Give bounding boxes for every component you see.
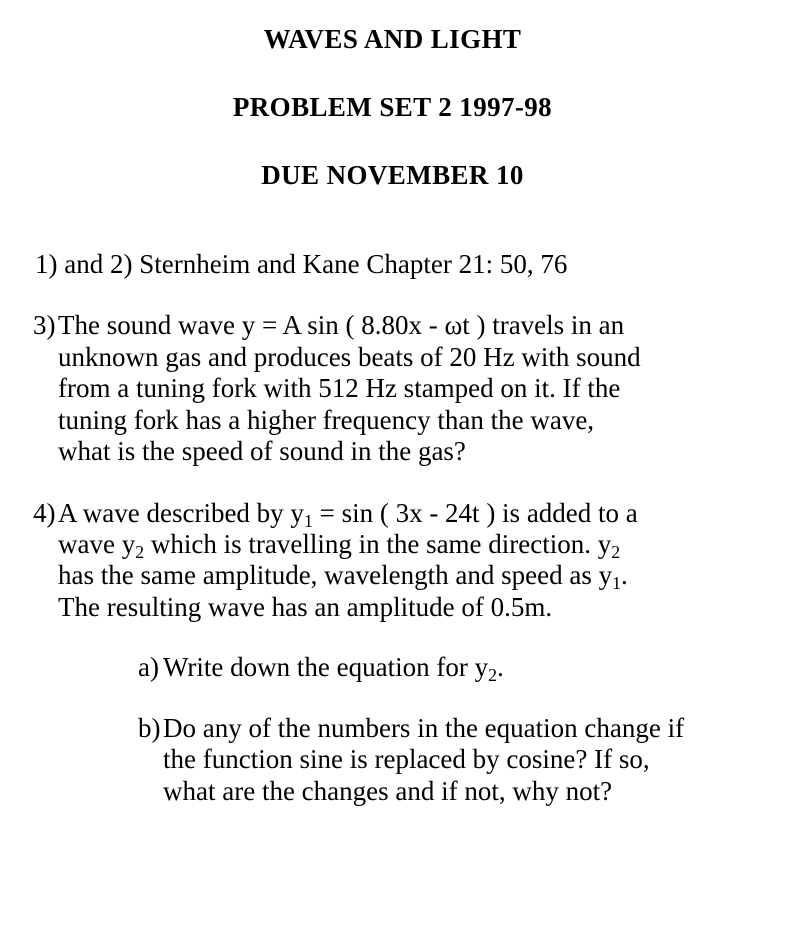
- problem-3-line: from a tuning fork with 512 Hz stamped on it. If the: [58, 373, 621, 404]
- problem-3-line: The sound wave y = A sin ( 8.80x - ωt ) travels in an: [58, 310, 625, 341]
- problem-3-text: [58, 310, 785, 467]
- subpart-a-marker: a): [138, 652, 159, 683]
- problem-4-marker: 4): [33, 497, 56, 528]
- problem-3-line: tuning fork has a higher frequency than the wave,: [58, 404, 595, 435]
- problem-3: [0, 310, 785, 467]
- subpart-b-text: [163, 713, 777, 807]
- problem-item-1-2: 1) and 2) Sternheim and Kane Chapter 21: 50, 76: [35, 249, 568, 279]
- subpart-a-line: Write down the equation for $y_2$.: [163, 652, 504, 686]
- problem-set-heading: PROBLEM SET 2 1997-98: [232, 92, 553, 122]
- due-date-heading: DUE NOVEMBER 10: [261, 160, 524, 190]
- problem-4-line: has the same amplitude, wavelength and speed as $y_1$.: [58, 560, 628, 594]
- subpart-b-line: what are the changes and if not, why not?: [163, 775, 613, 806]
- problem-4-subpart-a: [58, 652, 777, 686]
- heading-block: [0, 0, 785, 189]
- subpart-b-line: the function sine is replaced by cosine? If so,: [163, 744, 650, 775]
- problem-3-marker: 3): [33, 310, 56, 341]
- problem-4-line: The resulting wave has an amplitude of 0.5m.: [58, 591, 553, 622]
- problem-4-subparts: [58, 652, 777, 807]
- problem-4-line: A wave described by $y_1 = \sin$ ( 3x - 24t ) is added to a: [58, 497, 638, 531]
- subpart-b-line: Do any of the numbers in the equation change if: [163, 712, 685, 743]
- problem-4-line: wave $y_2$ which is travelling in the same direction. $y_2$: [58, 529, 621, 563]
- problem-4-text: [58, 498, 785, 808]
- problem-4: [0, 498, 785, 808]
- problem-3-line: unknown gas and produces beats of 20 Hz with sound: [58, 341, 641, 372]
- document-title: WAVES AND LIGHT: [263, 24, 522, 54]
- subpart-a-text: [163, 652, 777, 686]
- subpart-b-marker: b): [138, 712, 161, 743]
- problems-body: [0, 249, 785, 807]
- problem-3-line: what is the speed of sound in the gas?: [58, 436, 466, 467]
- problem-4-subpart-b: [58, 713, 777, 807]
